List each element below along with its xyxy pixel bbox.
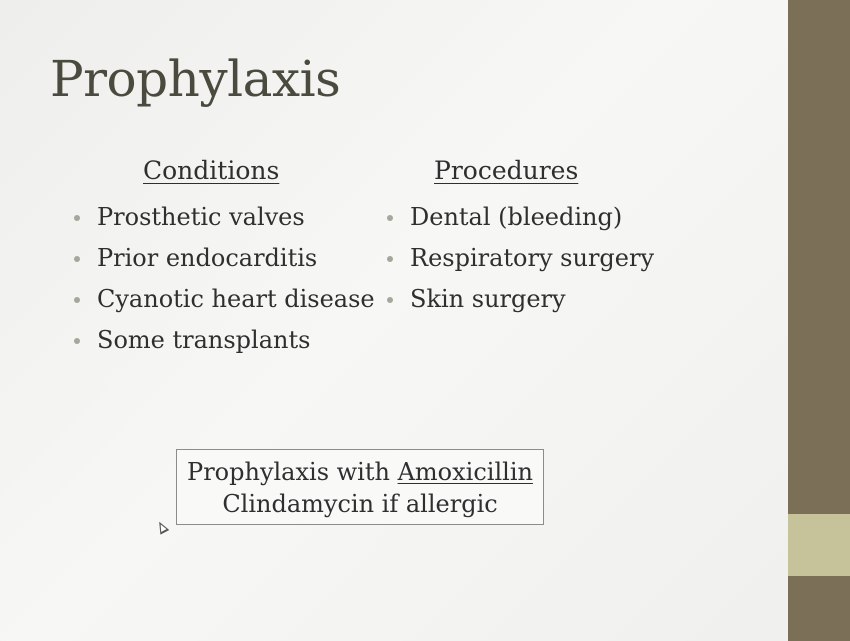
callout-prefix: Prophylaxis with <box>187 458 398 486</box>
list-item <box>72 279 375 320</box>
list-item <box>72 320 375 361</box>
callout-line-1 <box>177 456 543 488</box>
callout-drug: Amoxicillin <box>397 458 533 486</box>
list-item-text: Respiratory surgery <box>410 244 655 272</box>
list-item-text: Prior endocarditis <box>97 244 318 272</box>
callout-line-2: Clindamycin if allergic <box>222 490 498 518</box>
bullet-icon <box>387 256 393 262</box>
bullet-icon <box>74 297 80 303</box>
list-item-text: Skin surgery <box>410 285 566 313</box>
bullet-icon <box>74 338 80 344</box>
list-item <box>72 238 375 279</box>
conditions-list <box>72 197 375 361</box>
procedures-list <box>385 197 654 320</box>
slide-title: Prophylaxis <box>50 50 341 108</box>
procedures-header: Procedures <box>434 156 579 185</box>
bullet-icon <box>74 256 80 262</box>
list-item <box>72 197 375 238</box>
side-decor-accent <box>788 514 850 576</box>
procedures-column <box>385 156 654 320</box>
list-item-text: Some transplants <box>97 326 311 354</box>
list-item-text: Prosthetic valves <box>97 203 305 231</box>
bullet-icon <box>387 297 393 303</box>
list-item <box>385 279 654 320</box>
list-item-text: Dental (bleeding) <box>410 203 623 231</box>
list-item-text: Cyanotic heart disease <box>97 285 375 313</box>
list-item <box>385 238 654 279</box>
conditions-header: Conditions <box>143 156 280 185</box>
conditions-column <box>72 156 375 361</box>
list-item <box>385 197 654 238</box>
bullet-icon <box>387 215 393 221</box>
treatment-callout-box <box>176 449 544 525</box>
mouse-pointer-icon <box>155 519 169 534</box>
bullet-icon <box>74 215 80 221</box>
